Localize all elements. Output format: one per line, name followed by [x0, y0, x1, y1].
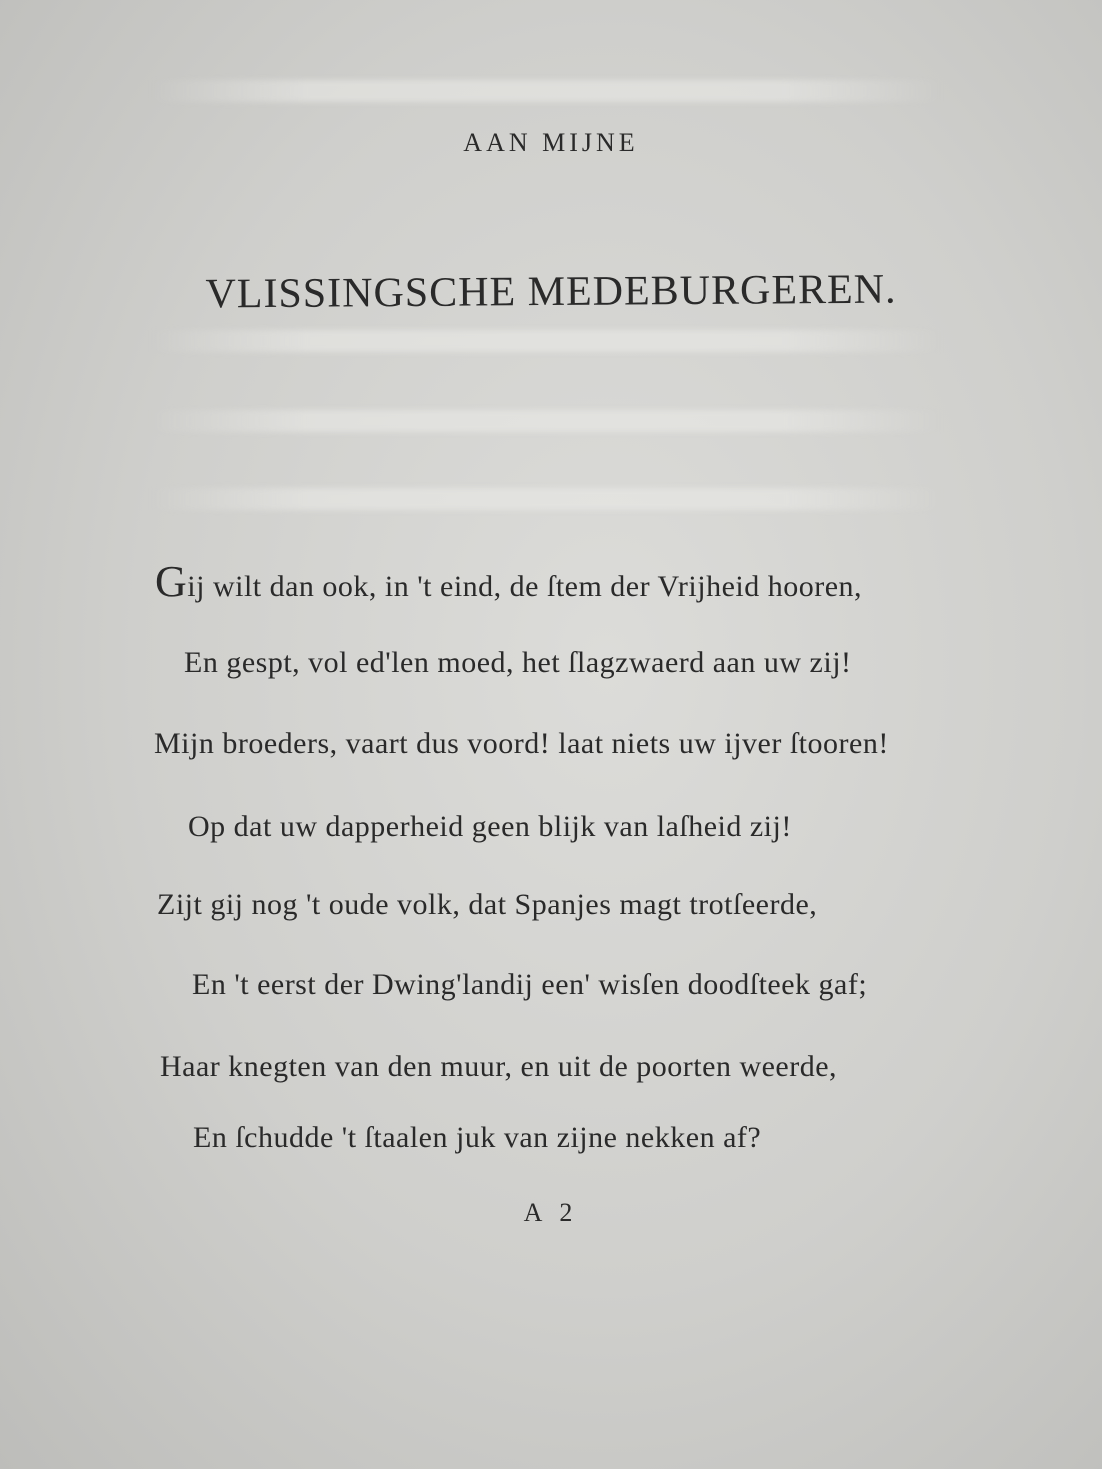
- verse-line-8: En ſchudde 't ſtaalen juk van zijne nekken af?: [193, 1121, 762, 1154]
- header-text: AAN MIJNE: [463, 128, 639, 157]
- verse-line-1: Gij wilt dan ook, in 't eind, de ſtem der Vrijheid hooren,: [155, 557, 863, 606]
- page-title: VLISSINGSCHE MEDEBURGEREN.: [205, 266, 897, 318]
- page-number: A 2: [523, 1198, 579, 1227]
- verse-line-5: Zijt gij nog 't oude volk, dat Spanjes magt trotſeerde,: [157, 888, 818, 921]
- verse-line-3: Mijn broeders, vaart dus voord! laat niets uw ijver ſtooren!: [154, 727, 889, 760]
- verse-line-4: Op dat uw dapperheid geen blijk van laſheid zij!: [188, 810, 792, 843]
- bleed-through: [150, 488, 942, 510]
- drop-cap: G: [155, 557, 188, 606]
- bleed-through: [150, 410, 942, 432]
- bleed-through: [150, 330, 942, 352]
- bleed-through: [150, 80, 942, 102]
- verse-line-6: En 't eerst der Dwing'landij een' wisſen doodſteek gaf;: [192, 968, 868, 1001]
- verse-line-7: Haar knegten van den muur, en uit de poorten weerde,: [160, 1050, 838, 1083]
- verse-line-2: En gespt, vol ed'len moed, het ſlagzwaerd aan uw zij!: [184, 646, 852, 679]
